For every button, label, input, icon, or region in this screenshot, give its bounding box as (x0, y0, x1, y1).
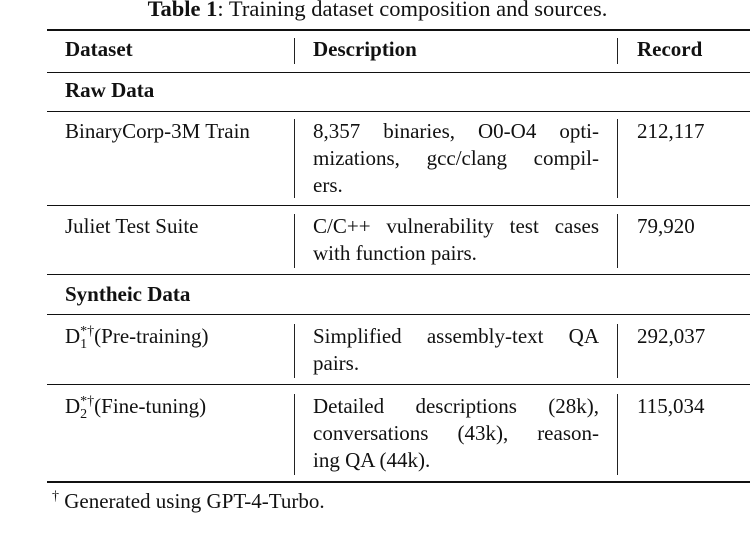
table-caption-text: : Training dataset composition and sources. (217, 0, 608, 21)
footnote-mark: † (52, 489, 59, 504)
record-count: 212,117 (637, 119, 705, 143)
header-rule (47, 72, 750, 73)
dataset-description (313, 118, 599, 199)
row-rule (47, 205, 750, 206)
dataset-description (313, 213, 599, 267)
row-rule (47, 384, 750, 385)
dataset-name-base: D (65, 324, 81, 348)
dataset-name-subscript: 2 (80, 407, 88, 423)
description-line: 8,357 binaries, O0-O4 opti- (313, 119, 599, 143)
section-rule (47, 111, 750, 112)
description-line: conversations (43k), reason- (313, 421, 599, 445)
bottom-rule (47, 481, 750, 483)
dataset-name-superscript: *† (80, 394, 95, 409)
column-divider (294, 38, 295, 64)
column-divider (294, 394, 295, 475)
dataset-name-suffix: (Pre-training) (94, 324, 209, 348)
record-count: 115,034 (637, 394, 705, 418)
description-line: ing QA (44k). (313, 448, 431, 472)
description-line: mizations, gcc/clang compil- (313, 146, 599, 170)
column-divider (294, 324, 295, 378)
dataset-name-base: D (65, 394, 81, 418)
column-divider (617, 119, 618, 198)
record-count: 79,920 (637, 214, 695, 238)
column-divider (617, 38, 618, 64)
footnote-text: Generated using GPT-4-Turbo. (59, 489, 325, 513)
table-footnote (52, 488, 325, 515)
dataset-name: Juliet Test Suite (65, 214, 199, 238)
description-line: with function pairs. (313, 241, 477, 265)
dataset-description (313, 393, 599, 474)
column-divider (294, 214, 295, 268)
description-line: pairs. (313, 351, 360, 375)
table-caption (0, 0, 755, 22)
description-line: ers. (313, 173, 343, 197)
dataset-name-superscript: *† (80, 324, 95, 339)
dataset-name (65, 323, 209, 353)
header-record: Record (637, 37, 703, 61)
section-title-raw-data: Raw Data (65, 78, 155, 102)
column-divider (617, 324, 618, 378)
description-line: Detailed descriptions (28k), (313, 394, 599, 418)
section-rule (47, 314, 750, 315)
top-rule (47, 29, 750, 31)
section-title-synthetic-data: Syntheic Data (65, 282, 191, 306)
table-label: Table 1 (147, 0, 218, 21)
header-dataset: Dataset (65, 37, 133, 61)
column-divider (294, 119, 295, 198)
record-count: 292,037 (637, 324, 706, 348)
dataset-name: BinaryCorp-3M Train (65, 119, 250, 143)
header-description: Description (313, 37, 417, 61)
description-line: C/C++ vulnerability test cases (313, 214, 599, 238)
dataset-name (65, 393, 207, 423)
column-divider (617, 394, 618, 475)
column-divider (617, 214, 618, 268)
dataset-name-suffix: (Fine-tuning) (94, 394, 207, 418)
dataset-description (313, 323, 599, 377)
section-rule (47, 274, 750, 275)
description-line: Simplified assembly-text QA (313, 324, 599, 348)
dataset-name-subscript: 1 (80, 337, 88, 353)
